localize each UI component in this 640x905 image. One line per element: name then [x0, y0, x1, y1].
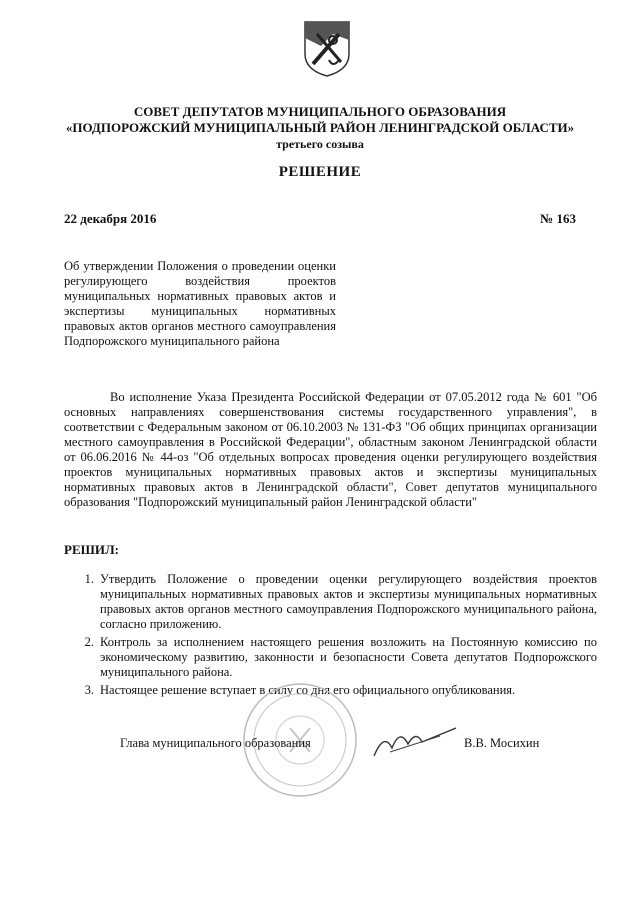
decided-heading: РЕШИЛ: — [64, 542, 120, 557]
handwritten-signature-icon — [370, 722, 460, 762]
header-convocation: третьего созыва — [276, 137, 364, 151]
preamble: Во исполнение Указа Президента Российской Федерации от 07.05.2012 года № 601 "Об основных направлениях совершенствования системы государственного управления", в соответствии с Федеральным законом от 06.10.2003 № 131-ФЗ "Об общих принципах организации местного самоуправления в Российской Федерации", областным законом Ленинградской области от 06.06.2016 № 44-оз "Об отдельных вопросах проведения оценки регулирующего воздействия проектов муниципальных нормативных правовых актов и экспертизы муниципальных нормативных правовых актов в Ленинградской области", Совет депутатов муниципального образования "Подпорожский муниципальный район Ленинградской области" — [64, 390, 597, 509]
item-number: 2. — [84, 635, 94, 649]
document-title: РЕШЕНИЕ — [278, 164, 362, 180]
item-text: Контроль за исполнением настоящего решения возложить на Постоянную комиссию по экономическому развитию, законности и безопасности Совета депутатов Подпорожского муниципального района. — [100, 635, 597, 679]
document-subject: Об утверждении Положения о проведении оценки регулирующего воздействия проектов муниципальных нормативных правовых актов и экспертизы муниципальных нормативных правовых актов органов местного самоуправления Подпорожского муниципального района — [64, 259, 336, 348]
item-number: 3. — [84, 683, 94, 697]
list-item — [64, 635, 597, 680]
signatory-name: В.В. Мосихин — [464, 736, 540, 750]
list-item — [64, 572, 597, 632]
header-line-2: «ПОДПОРОЖСКИЙ МУНИЦИПАЛЬНЫЙ РАЙОН ЛЕНИНГРАДСКОЙ ОБЛАСТИ» — [65, 120, 575, 135]
document-number: № 163 — [540, 211, 576, 226]
item-text: Настоящее решение вступает в силу со дня его официального опубликования. — [100, 683, 516, 697]
document-date: 22 декабря 2016 — [64, 211, 157, 226]
signatory-position: Глава муниципального образования — [120, 736, 311, 750]
item-number: 1. — [84, 572, 94, 586]
header-line-1: СОВЕТ ДЕПУТАТОВ МУНИЦИПАЛЬНОГО ОБРАЗОВАНИЯ — [133, 104, 507, 119]
item-text: Утвердить Положение о проведении оценки регулирующего воздействия проектов муниципальных нормативных правовых актов и экспертизы муниципальных нормативных правовых актов органов местного самоуправления Подпорожского муниципального района, согласно приложению. — [100, 572, 597, 631]
coat-of-arms-icon — [303, 20, 351, 78]
